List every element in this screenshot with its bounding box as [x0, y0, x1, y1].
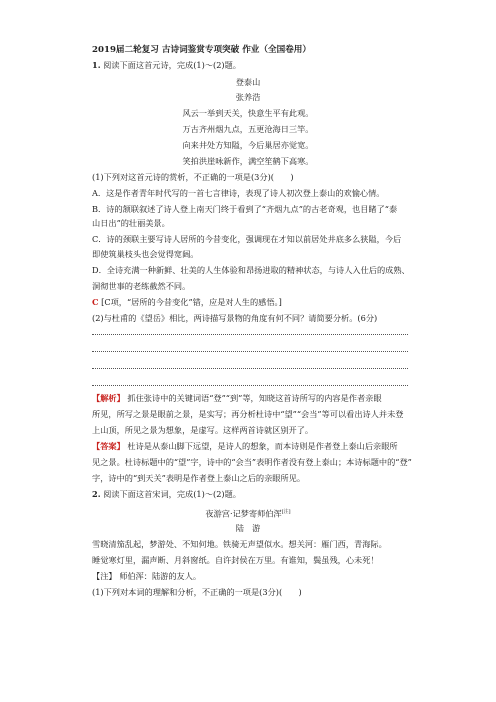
- ci-title: [0, 507, 496, 520]
- poem-line: 风云一举到天关，快意生平有此观。: [182, 108, 314, 118]
- sub-question-1-prompt: (1)下列对这首元诗的赏析，不正确的一项是(3分)( ): [92, 172, 294, 182]
- answer-tag: 【答案】: [92, 441, 125, 451]
- answer-blank-line: [92, 333, 408, 335]
- answer-text: 杜诗是从泰山脚下远望，是诗人的想象，而本诗则是作者登上泰山后亲眼所: [127, 441, 398, 451]
- note-text: 师伯浑：陆游的友人。: [119, 571, 202, 581]
- answer-blank-line: [92, 350, 408, 352]
- poem-title: 登泰山: [235, 77, 261, 87]
- answer-blank-line: [92, 384, 408, 386]
- question-2-sub-1-prompt: (1)下列对本词的理解和分析，不正确的一项是(3分)( ): [92, 587, 302, 597]
- sub-question-2-prompt: (2)与杜甫的《望岳》相比，两诗描写景物的角度有何不同？请简要分析。(6分): [92, 313, 378, 323]
- ci-author: 陆 游: [235, 523, 261, 533]
- answer-line: [92, 441, 398, 452]
- poem-line: 向来井处方知隘，今后巢居亦觉宽。: [182, 140, 314, 150]
- option-d: D．全诗充满一种新鲜、壮美的人生体验和昂扬进取的精神状态，与诗人入仕后的成熟、: [92, 265, 410, 275]
- analysis-line: 所见，所写之景是眼前之景，是实写；再分析杜诗中“望”“会当”等可以看出诗人并未登: [92, 409, 404, 419]
- option-c: C．诗的颈联主要写诗人居所的今昔变化，强调现在才知以前居处井底多么狭隘，今后: [92, 234, 402, 244]
- question-2-prompt: [92, 489, 241, 500]
- option-d-cont: 洞彻世事的老练截然不同。: [92, 281, 191, 291]
- question-2-text: 阅读下面这首宋词，完成(1)～(2)题。: [103, 489, 241, 499]
- question-1-number: 1.: [92, 60, 101, 70]
- answer-line: 字，诗中的“到天关”表明是作者登上泰山之后的亲眼所见。: [92, 473, 306, 483]
- analysis-tag: 【解析】: [92, 393, 125, 403]
- ci-title-text: 夜游宫·记梦寄师伯浑: [205, 508, 282, 519]
- answer-1-text: [C项，“居所的今昔变化”错，应是对人生的感悟。]: [101, 297, 282, 307]
- answer-1-letter: C: [92, 297, 99, 307]
- answer-blank-line: [92, 367, 408, 369]
- answer-line: 见之景。杜诗标题中的“望”字，诗中的“会当”表明作者没有登上泰山；本诗标题中的“登”: [92, 457, 412, 467]
- option-b-cont: 山日出”的壮丽美景。: [92, 218, 170, 228]
- ci-line: 睡觉寒灯里，漏声断、月斜窗纸。自许封侯在万里。有谁知，鬓虽残，心未死！: [92, 555, 379, 565]
- document-title: 2019届二轮复习 古诗词鉴赏专项突破 作业（全国卷用）: [92, 45, 311, 55]
- poem-line: 万古齐州烟九点，五更沧海日三竿。: [182, 124, 314, 134]
- ci-line: 雪晓清笳乱起，梦游处、不知何地。铁骑无声望似水。想关河：雁门西，青海际。: [92, 539, 387, 549]
- answer-1: [92, 297, 282, 308]
- ci-note-mark: [注]: [281, 509, 291, 515]
- poem-author: 张养浩: [235, 92, 261, 102]
- question-1-text: 阅读下面这首元诗，完成(1)～(2)题。: [103, 60, 241, 70]
- analysis-line: [92, 393, 382, 404]
- poem-line: 笑拍洪崖咏新作，满空笙鹤下高寒。: [182, 156, 314, 166]
- question-1-prompt: [92, 60, 241, 71]
- option-b: B．诗的颔联叙述了诗人登上南天门终于看到了“齐烟九点”的古老奇观，也目睹了“泰: [92, 204, 398, 214]
- note-line: [92, 571, 201, 582]
- question-2-number: 2.: [92, 489, 101, 499]
- analysis-line: 上山顶，所见之景为想象，是虚写。这样两首诗就区别开了。: [92, 425, 314, 435]
- option-a: A．这是作者青年时代写的一首七言律诗，表现了诗人初次登上泰山的欢愉心情。: [92, 188, 385, 198]
- analysis-text: 抓住张诗中的关键词语“登”“到”等，知晓这首诗所写的内容是作者亲眼: [127, 393, 382, 403]
- option-c-cont: 即使筑巢枝头也会觉得宽阔。: [92, 249, 199, 259]
- note-tag: 【注】: [92, 571, 117, 581]
